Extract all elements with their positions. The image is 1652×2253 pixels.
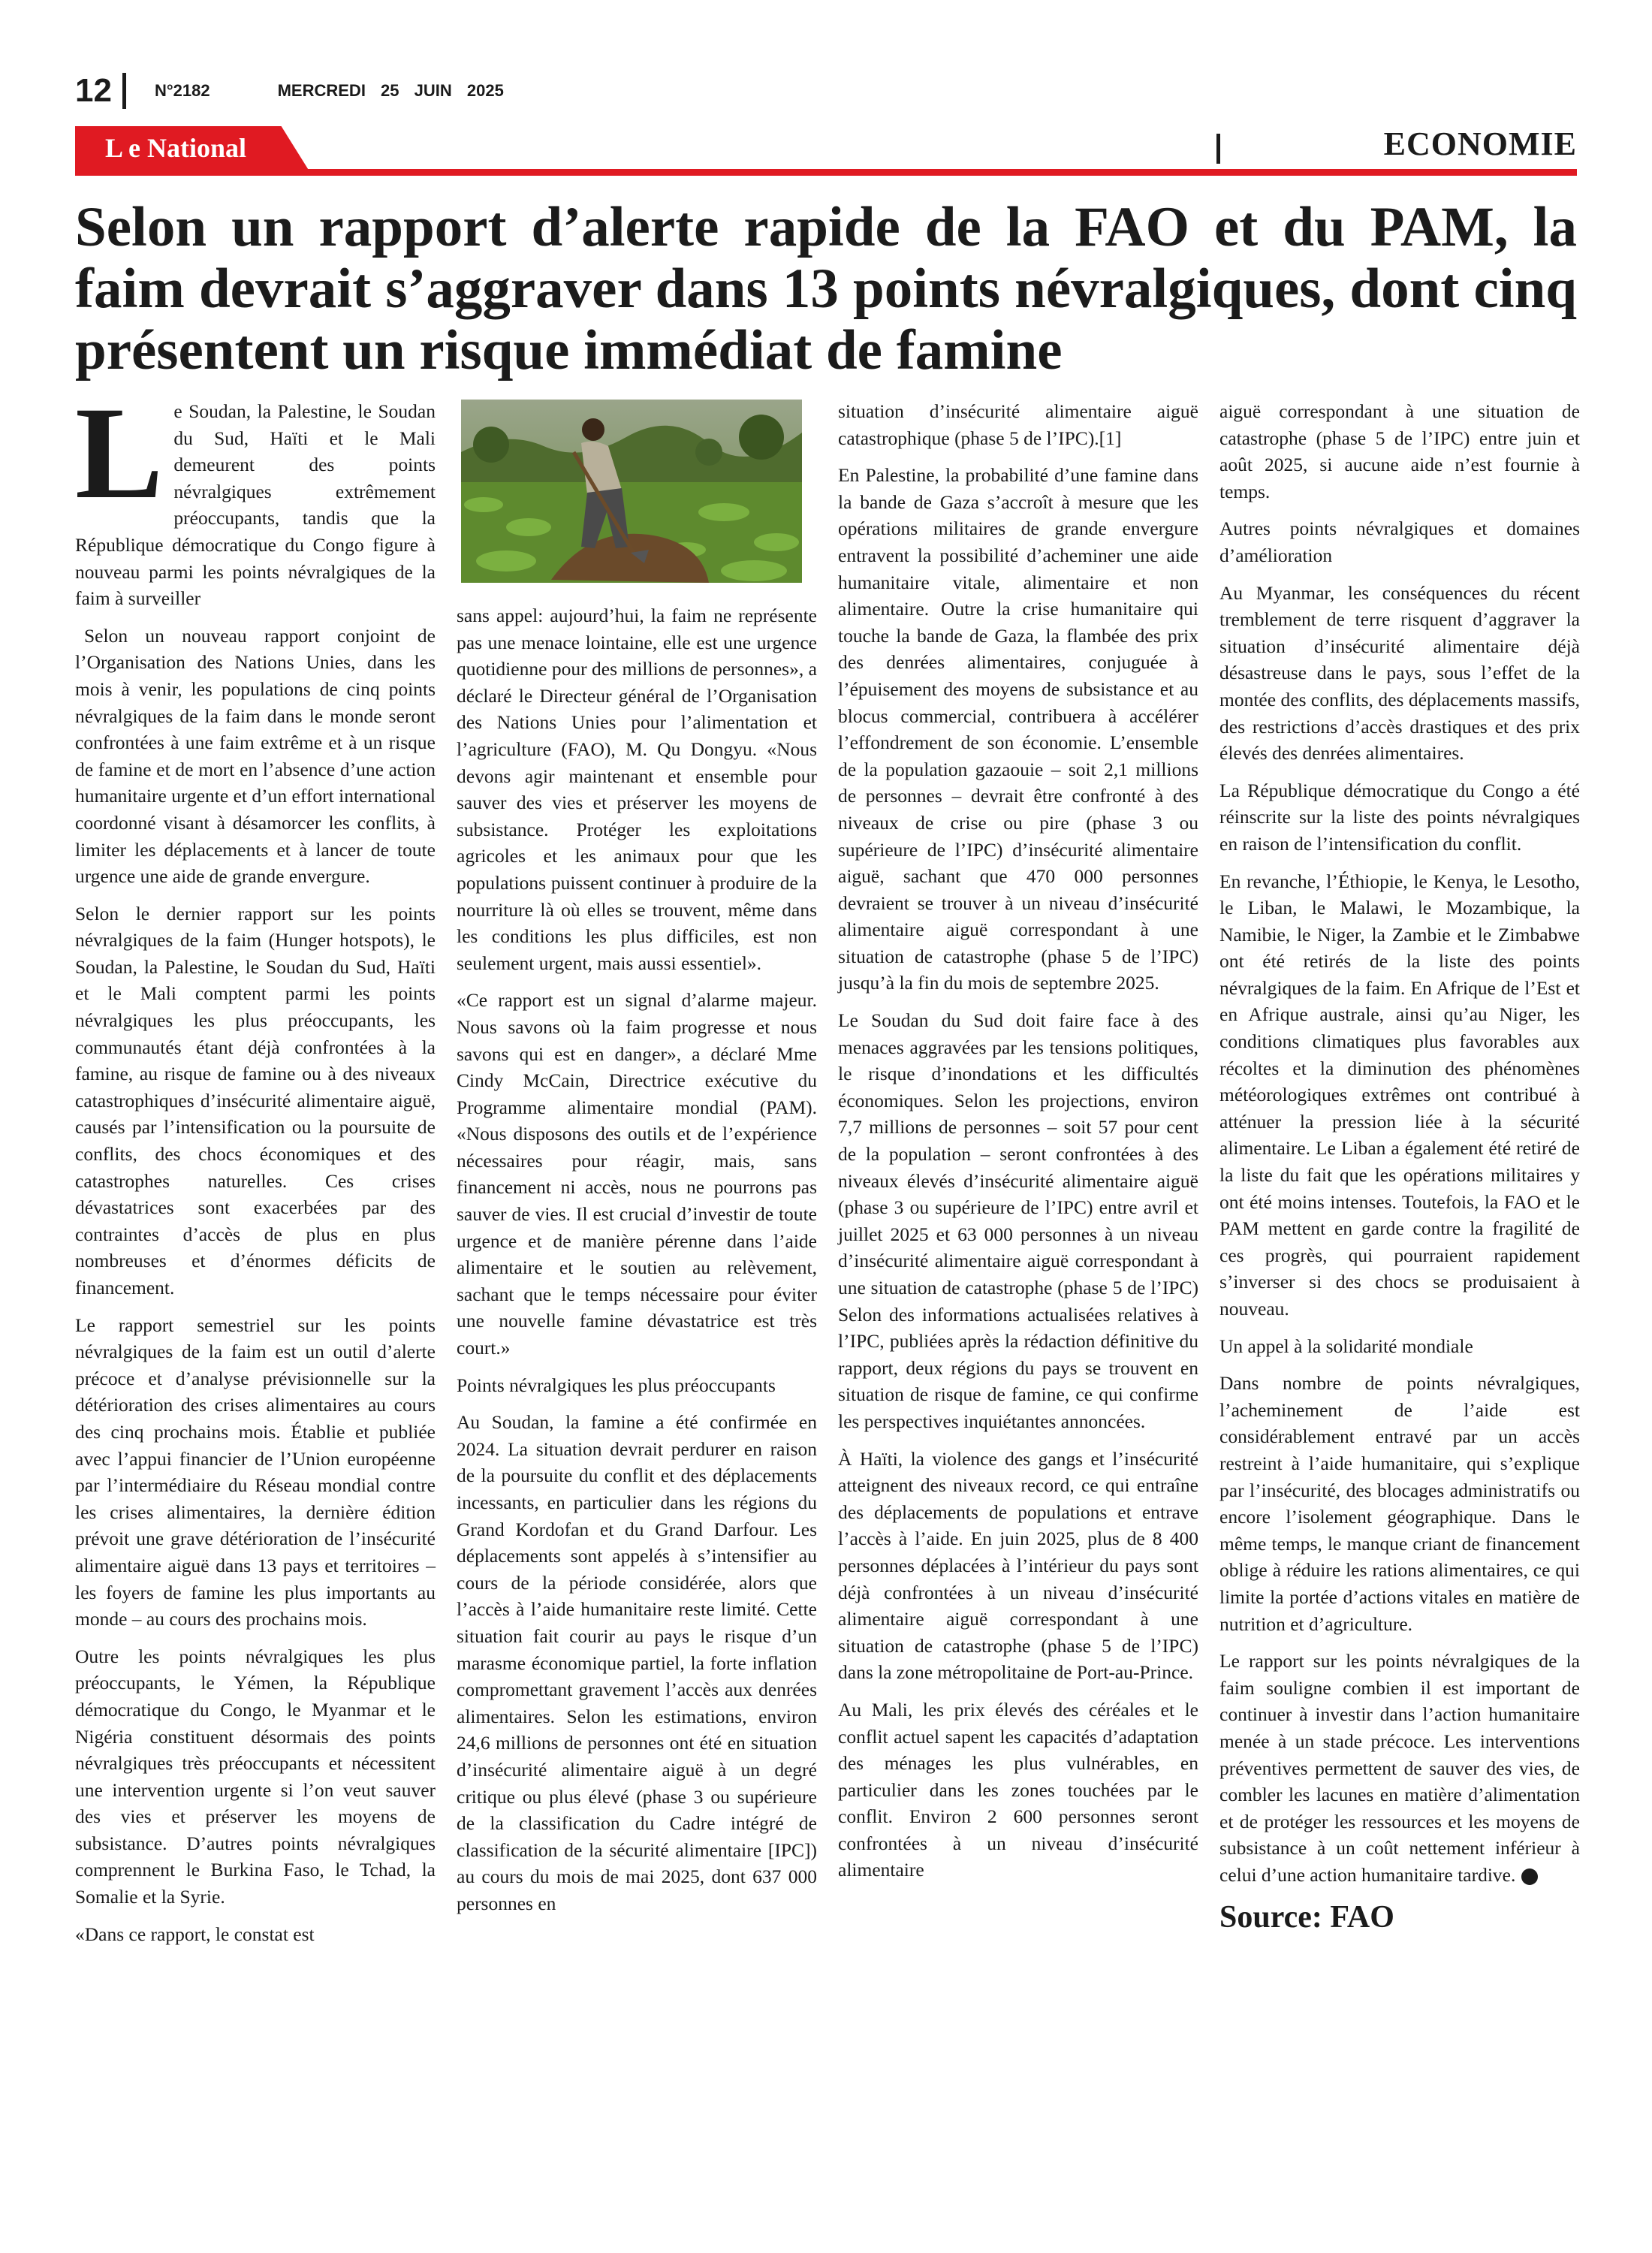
article-photo xyxy=(461,400,802,583)
paragraph: Selon un nouveau rapport conjoint de l’Organisation des Nations Unies, dans les mois à venir, les populations de cinq points névralgiques de la faim dans le monde seront confrontées à une faim extrême et à un risque de famine et de mort en l’absence d’une action humanitaire urgente et d’un effort international coordonné visant à désamorcer les conflits, à limiter les déplacements et à lancer de toute urgence une aide de grande envergure. xyxy=(75,624,436,888)
article-column-2 xyxy=(457,398,817,1928)
article-column-1 xyxy=(75,380,436,1958)
paragraph: Selon le dernier rapport sur les points névralgiques de la faim (Hunger hotspots), le Soudan, la Palestine, le Soudan du Sud, Haïti et le Mali comptent parmi les points névralgiques les plus préoccupants, les communautés étant déjà confrontées à la famine, au risque de famine ou à des niveaux catastrophiques d’insécurité alimentaire aiguë, causés par l’intensification ou la poursuite de conflits, des chocs économiques et des catastrophes naturelles. Ces crises dévastatrices sont exacerbées par des contraintes d’accès de plus en plus nombreuses et d’énormes déficits de financement. xyxy=(75,902,436,1298)
paragraph: Le Soudan du Sud doit faire face à des menaces aggravées par les tensions politiques, le risque d’inondations et les difficultés économiques. Selon les projections, environ 7,7 millions de personnes – soit 57 pour cent de la population – seront confrontées à des niveaux élevés d’insécurité alimentaire aiguë (phase 3 ou supérieure de l’IPC) entre avril et juillet 2025 et 63 000 personnes à un niveau d’insécurité alimentaire aiguë correspondant à une situation de catastrophe (phase 5 de l’IPC) Selon des informations actualisées relatives à l’IPC, publiées après la rédaction définitive du rapport, deux régions du pays se trouvent en situation de risque de famine, ce qui confirme les perspectives inquiétantes annoncées. xyxy=(838,1009,1198,1432)
article-column-3 xyxy=(838,398,1198,1894)
lead-paragraph: Le Soudan, la Palestine, le Soudan du Sud, Haïti et le Mali demeurent des points névralgiques extrêmement préoccupants, tandis que la République démocratique du Congo figure à nouveau parmi les points névralgiques de la faim à surveiller xyxy=(75,380,436,610)
paragraph: «Ce rapport est un signal d’alarme majeur. Nous savons où la faim progresse et nous savons qui est en danger», a déclaré Mme Cindy McCain, Directrice exécutive du Programme alimentaire mondial (PAM). «Nous disposons des outils et de l’expérience nécessaires pour réagir, mais, sans financement ni accès, nous ne pourrons pas sauver de vies. Il est crucial d’investir de toute urgence et de manière pérenne dans l’aide alimentaire et le soutien au relèvement, sachant que le temps nécessaire pour éviter une nouvelle famine dévastatrice est très court.» xyxy=(457,989,817,1359)
farmer-photo-image xyxy=(461,400,802,583)
paragraph: situation d’insécurité alimentaire aiguë catastrophique (phase 5 de l’IPC).[1] xyxy=(838,400,1198,449)
paragraph: Au Myanmar, les conséquences du récent tremblement de terre risquent d’aggraver la situation d’insécurité alimentaire déjà désastreuse dans le pays, sous l’effet de la montée des conflits, des déplacements massifs, des restrictions d’accès drastiques et des prix élevés des denrées alimentaires. xyxy=(1219,581,1580,765)
paragraph: Outre les points névralgiques les plus préoccupants, le Yémen, la République démocratique du Congo, le Myanmar et le Nigéria constituent désormais des points névralgiques très préoccupants et nécessitent une intervention urgente si l’on veut sauver des vies et préserver les moyens de subsistance. D’autres points névralgiques comprennent le Burkina Faso, le Tchad, la Somalie et la Syrie. xyxy=(75,1645,436,1908)
header-rule xyxy=(75,169,1577,176)
paragraph: Au Mali, les prix élevés des céréales et le conflit actuel sapent les capacités d’adaptation des ménages les plus vulnérables, en particulier dans les zones touchées par le conflit. Environ 2 600 personnes seront confrontées à un niveau d’insécurité alimentaire xyxy=(838,1698,1198,1881)
subheading: Un appel à la solidarité mondiale xyxy=(1219,1335,1473,1357)
header-divider xyxy=(122,73,126,109)
paragraph: Au Soudan, la famine a été confirmée en 2024. La situation devrait perdurer en raison de la poursuite du conflit et des déplacements incessants, en particulier dans les régions du Grand Kordofan et du Grand Darfour. Les déplacements sont appelés à s’intensifier au cours de la période considérée, alors que l’accès à l’aide humanitaire reste limité. Cette situation fait courir au pays le risque d’un marasme économique partiel, la forte inflation compromettant gravement l’accès aux denrées alimentaires. Selon les estimations, environ 24,6 millions de personnes ont été en situation d’insécurité alimentaire aiguë à un degré critique ou plus élevé (phase 3 ou supérieure de la classification du Cadre intégré de classification de la sécurité alimentaire [IPC]) au cours du mois de mai 2025, dont 637 000 personnes en xyxy=(457,1411,817,1914)
paragraph: La République démocratique du Congo a été réinscrite sur la liste des points névralgiques en raison de l’intensification du conflit. xyxy=(1219,779,1580,855)
issue-date: MERCREDI 25 JUIN 2025 xyxy=(277,81,504,100)
article-column-4 xyxy=(1219,398,1580,1935)
brand-name: L e National xyxy=(105,133,247,163)
paragraph: À Haïti, la violence des gangs et l’insécurité atteignent des niveaux record, ce qui entraîne des déplacements de populations et entrave l’accès à l’aide. En juin 2025, plus de 8 400 personnes déplacées à l’intérieur du pays sont déjà confrontées à un niveau d’insécurité alimentaire aiguë correspondant à une situation de catastrophe (phase 5 de l’IPC) dans la zone métropolitaine de Port-au-Prince. xyxy=(838,1447,1198,1684)
paragraph: Le rapport semestriel sur les points névralgiques de la faim est un outil d’alerte précoce et d’analyse prévisionnelle sur la détérioration des crises alimentaires au cours des cinq prochains mois. Établie et publiée avec l’appui financier de l’Union européenne par l’intermédiaire du Réseau mondial contre les crises alimentaires, la dernière édition prévoit une grave détérioration de l’insécurité alimentaire aiguë dans 13 pays et territoires – les foyers de famine les plus importants au monde – au cours des prochains mois. xyxy=(75,1313,436,1630)
subheading: Autres points névralgiques et domaines d’amélioration xyxy=(1219,517,1580,566)
article-headline: Selon un rapport d’alerte rapide de la FAO et du PAM, la faim devrait s’aggraver dans 13 points névralgiques, dont cinq présentent un risque immédiat de famine xyxy=(75,196,1577,382)
paragraph: Dans nombre de points névralgiques, l’acheminement de l’aide est considérablement entravé par un accès restreint à l’aide humanitaire, qui s’explique par l’insécurité, des blocages administratifs ou encore l’isolement géographique. Dans le même temps, le manque criant de financement oblige à réduire les rations alimentaires, ce qui limite la portée d’actions vitales en matière de nutrition et d’agriculture. xyxy=(1219,1372,1580,1635)
issue-number: N°2182 xyxy=(154,81,210,100)
section-title: ECONOMIE xyxy=(1383,125,1577,162)
paragraph: sans appel: aujourd’hui, la faim ne représente pas une menace lointaine, elle est une urgence quotidienne pour des millions de personnes», a déclaré le Directeur général de l’Organisation des Nations Unies pour l’alimentation et l’agriculture (FAO), M. Qu Dongyu. «Nous devons agir maintenant et ensemble pour sauver des vies et préserver les moyens de subsistance. Protéger les exploitations agricoles et les animaux pour que les populations puissent continuer à produire de la nourriture là où elles se trouvent, même dans les conditions les plus difficiles, est non seulement urgent, mais aussi essentiel». xyxy=(457,605,817,974)
paragraph: En Palestine, la probabilité d’une famine dans la bande de Gaza s’accroît à mesure que les opérations militaires de grande envergure entravent la possibilité d’acheminer une aide humanitaire vitale, alimentaire et non alimentaire. Outre la crise humanitaire qui touche la bande de Gaza, la flambée des prix des denrées alimentaires, conjuguée à l’épuisement des moyens de subsistance et au blocus commercial, contribuera à accélérer l’effondrement de son économie. L’ensemble de la population gazaouie – soit 2,1 millions de personnes – devrait être confronté à des niveaux de crise ou pire (phase 3 ou supérieure de l’IPC) d’insécurité alimentaire aiguë, sachant que 470 000 personnes devraient se trouver à un niveau d’insécurité alimentaire aiguë correspondant à une situation de catastrophe (phase 5 de l’IPC) jusqu’à la fin du mois de septembre 2025. xyxy=(838,464,1198,994)
paragraph: «Dans ce rapport, le constat est xyxy=(75,1923,315,1945)
drop-cap: L xyxy=(75,380,164,526)
article-source: Source: FAO xyxy=(1219,1900,1394,1935)
page-header xyxy=(75,72,504,110)
page-number: 12 xyxy=(75,72,112,109)
end-mark-icon xyxy=(1521,1868,1538,1885)
closing-paragraph: Le rapport sur les points névralgiques de la faim souligne combien il est important de continuer à investir dans l’action humanitaire menée à un stade précoce. Les interventions préventives permettent de sauver des vies, de combler les lacunes en matière d’alimentation et de protéger les ressources et les moyens de subsistance à un coût nettement inférieur à celui d’une action humanitaire tardive. xyxy=(1219,1650,1580,1886)
subheading: Points névralgiques les plus préoccupants xyxy=(457,1374,776,1396)
paragraph: En revanche, l’Éthiopie, le Kenya, le Lesotho, le Liban, le Malawi, le Mozambique, la Namibie, le Niger, la Zambie et le Zimbabwe ont été retirés de la liste des points névralgiques de la faim. En Afrique de l’Est et en Afrique australe, ainsi qu’au Niger, les conditions climatiques plus favorables aux récoltes et la diminution des phénomènes météorologiques extrêmes ont contribué à atténuer la pression liée à la sécurité alimentaire. Le Liban a également été retiré de la liste du fait que les opérations militaires y ont été moins intenses. Toutefois, la FAO et le PAM mettent en garde contre la fragilité de ces progrès, qui pourraient rapidement s’inverser si des chocs se produisaient à nouveau. xyxy=(1219,870,1580,1320)
paragraph: aiguë correspondant à une situation de catastrophe (phase 5 de l’IPC) entre juin et août 2025, si aucune aide n’est fournie à temps. xyxy=(1219,400,1580,502)
section-divider xyxy=(1216,134,1220,164)
